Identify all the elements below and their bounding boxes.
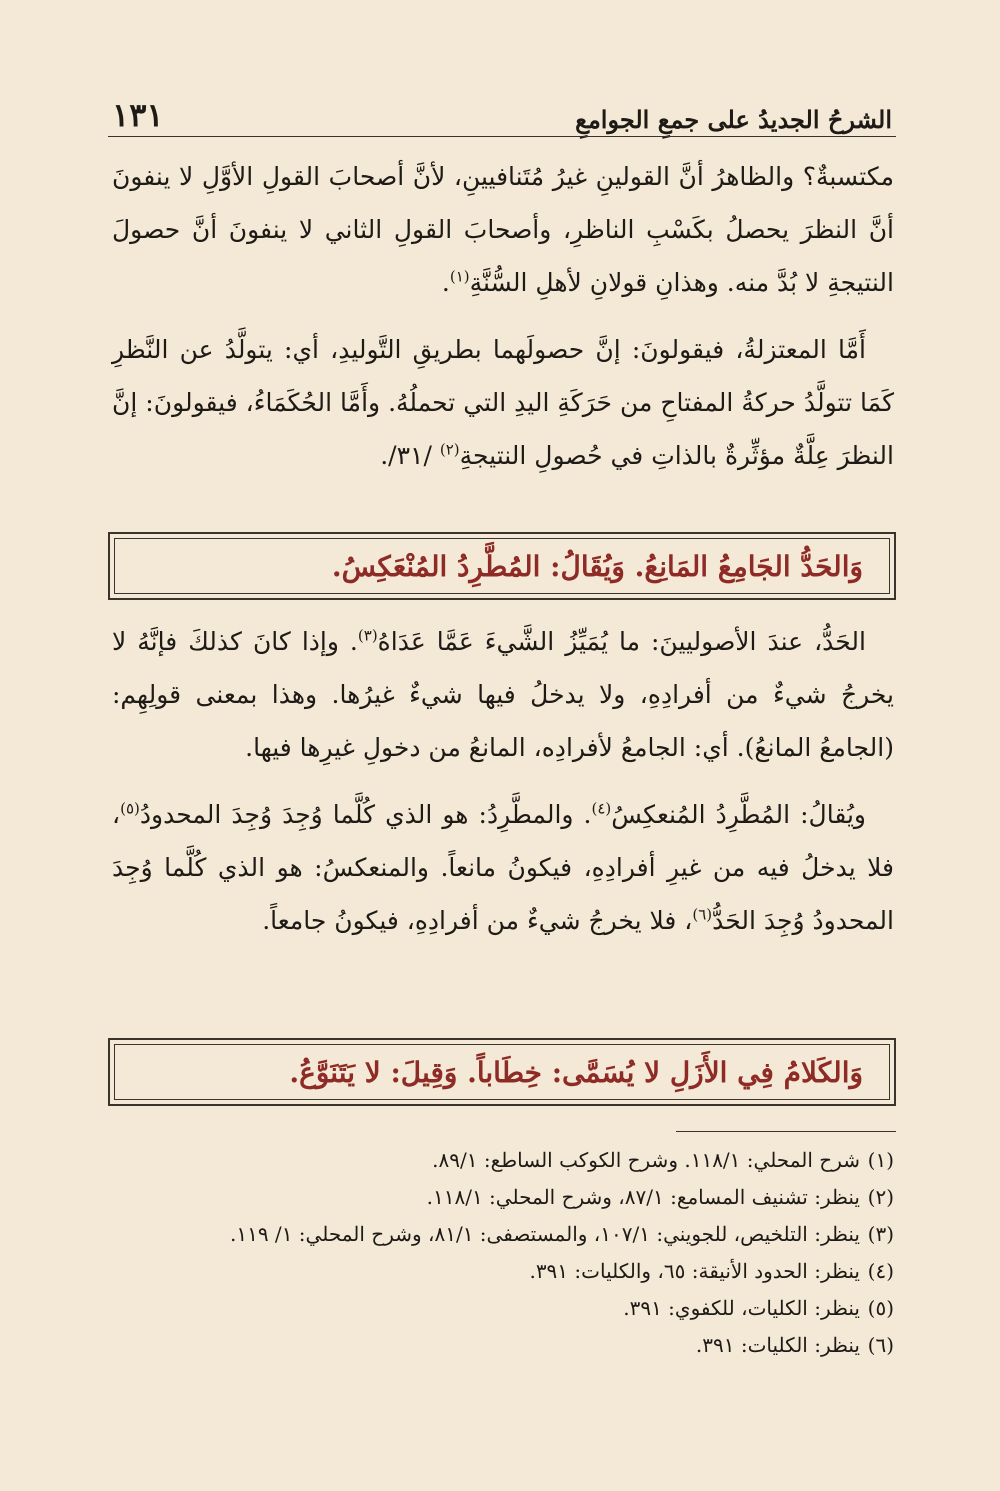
paragraph-1: مكتسبةٌ؟ والظاهرُ أنَّ القولينِ غيرُ مُتَنافيينِ، لأنَّ أصحابَ القولِ الأوَّلِ لا ينفونَ أنَّ النظرَ يحصلُ بكَسْبِ الناظرِ، وأصحابَ القولِ الثاني لا ينفونَ أنَّ حصولَ النتيجةِ لا بُدَّ منه. وهذانِ قولانِ لأهلِ السُّنَّةِ$^{(١)}$. (112, 162, 894, 297)
footnote-5: (٥) ينظر: الكليات، للكفوي: ٣٩١. (623, 1296, 894, 1320)
matn-text-1: وَالحَدُّ الجَامِعُ المَانِعُ. وَيُقَالُ: المُطَّرِدُ المُنْعَكِسُ. (331, 549, 863, 583)
footnote-ref-4: (٤) (591, 799, 612, 818)
footnote-3: (٣) ينظر: التلخيص، للجويني: ١٠٧/١، والمستصفى: ٨١/١، وشرح المحلي: ١/ ١١٩. (229, 1222, 894, 1246)
footnote-1: (١) شرح المحلي: ١١٨/١. وشرح الكوكب الساطع: ٨٩/١. (432, 1148, 894, 1172)
paragraph-4: ويُقالُ: المُطَّرِدُ المُنعكِسُ$^{(٤)}$. والمطَّرِدُ: هو الذي كُلَّما وُجِدَ وُجِدَ المحدودُ$^{(٥)}$، فلا يدخلُ فيه من غيرِ أفرادِهِ، فيكونُ مانعاً. والمنعكسُ: هو الذي كُلَّما وُجِدَ المحدودُ وُجِدَ الحَدُّ$^{(٦)}$، فلا يخرجُ شيءٌ من أفرادِهِ، فيكونُ جامعاً. (112, 799, 894, 935)
paragraph-3: الحَدُّ، عندَ الأصوليينَ: ما يُمَيِّزُ الشَّيءَ عَمَّا عَدَاهُ$^{(٣)}$. وإذا كانَ كذلكَ فإنَّهُ لا يخرجُ شيءٌ من أفرادِهِ، ولا يدخلُ فيها شيءٌ غيرُها. وهذا بمعنى قولِهِم: (الجامعُ المانعُ). أي: الجامعُ لأفرادِه، المانعُ من دخولِ غيرِها فيها. (112, 626, 894, 762)
footnote-4: (٤) ينظر: الحدود الأنيقة: ٦٥، والكليات: ٣٩١. (529, 1259, 894, 1283)
matn-box-1 (108, 532, 896, 600)
paragraph-2: أَمَّا المعتزلةُ، فيقولونَ: إنَّ حصولَهما بطريقِ التَّوليدِ، أي: يتولَّدُ عن النَّظرِ كَمَا تتولَّدُ حركةُ المفتاحِ من حَرَكَةِ اليدِ التي تحملُهُ. وأَمَّا الحُكَمَاءُ، فيقولونَ: إنَّ النظرَ عِلَّةٌ مؤثِّرةٌ بالذاتِ في حُصولِ النتيجةِ$^{(٢)}$ /٣١/. (112, 335, 894, 470)
footnote-ref-2: (٢) (439, 440, 460, 459)
footnote-2: (٢) ينظر: تشنيف المسامع: ٨٧/١، وشرح المحلي: ١١٨/١. (426, 1185, 894, 1209)
header-rule (108, 136, 896, 137)
running-title: الشرحُ الجديدُ على جمعِ الجوامعِ (575, 105, 892, 134)
footnote-ref-5: (٥) (120, 799, 140, 818)
commentary-block-1 (112, 150, 894, 482)
footnote-ref-3: (٣) (357, 626, 378, 645)
footnotes (112, 1142, 894, 1364)
footnote-ref-6: (٦) (692, 905, 713, 924)
matn-text-2: وَالكَلامُ فِي الأَزَلِ لا يُسَمَّى: خِطَاباً. وَقِيلَ: لا يَتَنَوَّعُ. (289, 1055, 863, 1089)
page-header (112, 88, 892, 134)
commentary-block-2 (112, 615, 894, 947)
matn-box-2 (108, 1038, 896, 1106)
footnote-rule (676, 1131, 896, 1132)
footnote-ref-1: (١) (449, 267, 470, 286)
page-number: ١٣١ (112, 96, 164, 134)
footnote-6: (٦) ينظر: الكليات: ٣٩١. (695, 1333, 894, 1357)
